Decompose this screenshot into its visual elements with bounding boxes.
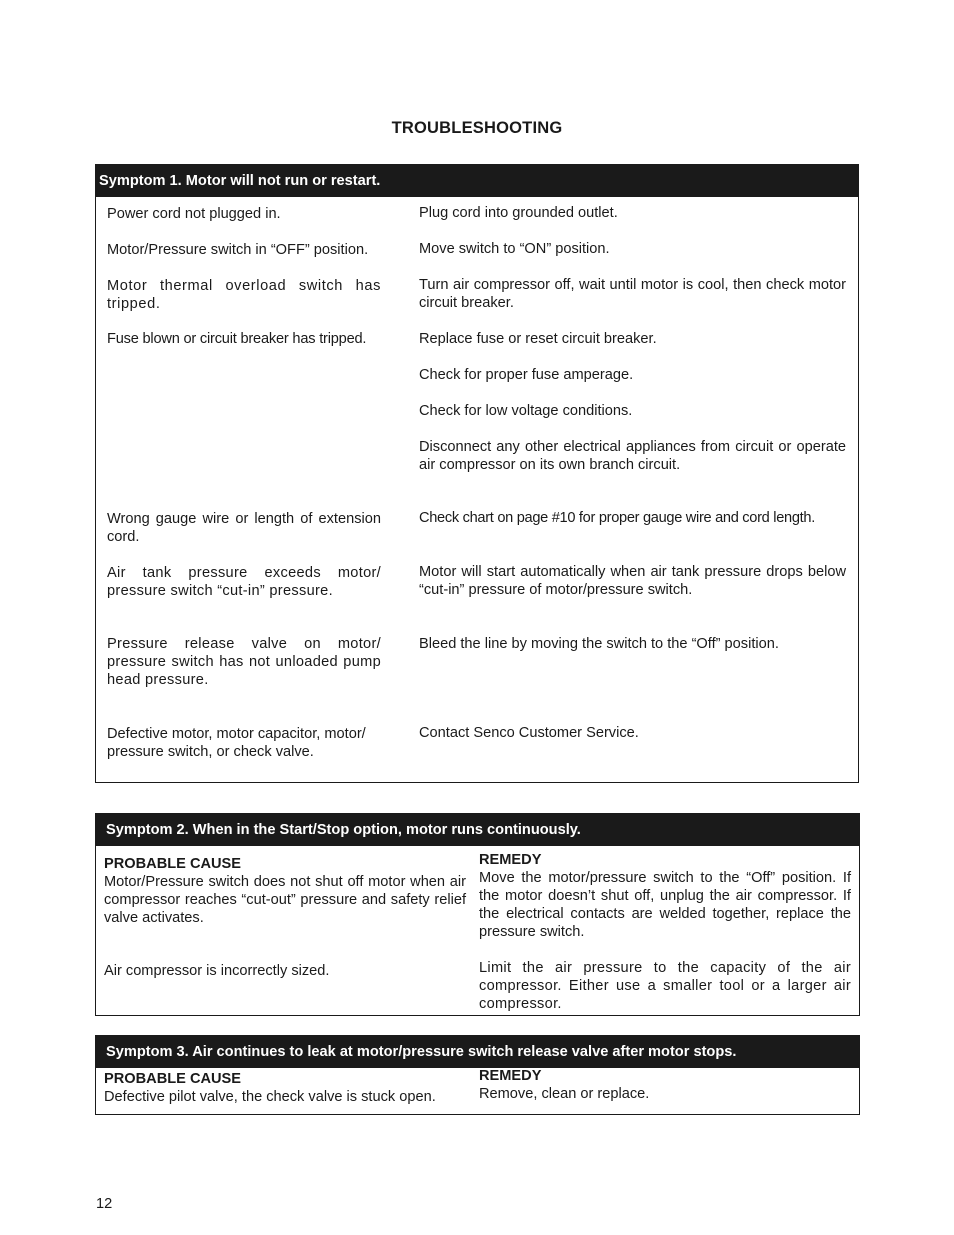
remedy-2: Limit the air pressure to the capacity of the air compressor. Either use a smaller tool or a larger air compressor.	[479, 960, 851, 1012]
probable-cause-label: PROBABLE CAUSE	[104, 856, 242, 872]
cause-7: Pressure release valve on motor/ pressure switch has not unloaded pump head pressure.	[107, 636, 381, 688]
remedy-1: Move the motor/pressure switch to the “Off” position. If the motor doesn’t shut off, unplug the air compressor. If the electrical contacts are welded together, replace the pressure switch.	[479, 870, 851, 940]
cause-4: Fuse blown or circuit breaker has tripped.	[107, 331, 367, 347]
remedy-label: REMEDY	[479, 852, 542, 868]
page-title: TROUBLESHOOTING	[391, 119, 563, 137]
symptom-3-table	[95, 1035, 860, 1115]
cause-3: Motor thermal overload switch has tripped.	[107, 278, 381, 312]
remedy-2: Move switch to “ON” position.	[419, 241, 610, 257]
remedy-3: Turn air compressor off, wait until motor is cool, then check motor circuit breaker.	[419, 277, 846, 311]
symptom-2-table	[95, 813, 860, 1016]
remedy-8: Check chart on page #10 for proper gauge wire and cord length.	[419, 510, 815, 526]
symptom-1-header: Symptom 1. Motor will not run or restart.	[96, 165, 858, 197]
remedy-1: Plug cord into grounded outlet.	[419, 205, 618, 221]
symptom-1-table	[95, 164, 859, 783]
remedy-9: Motor will start automatically when air tank pressure drops below “cut-in” pressure of motor/pressure switch.	[419, 564, 846, 598]
cause-2: Motor/Pressure switch in “OFF” position.	[107, 242, 369, 258]
remedy-1: Remove, clean or replace.	[479, 1086, 650, 1102]
cause-1: Defective pilot valve, the check valve is stuck open.	[104, 1089, 436, 1105]
remedy-7: Disconnect any other electrical appliances from circuit or operate air compressor on its own branch circuit.	[419, 439, 846, 473]
remedy-6: Check for low voltage conditions.	[419, 403, 633, 419]
symptom-2-header: Symptom 2. When in the Start/Stop option, motor runs continuously.	[96, 814, 859, 846]
remedy-label: REMEDY	[479, 1068, 542, 1084]
remedy-11: Contact Senco Customer Service.	[419, 725, 639, 741]
remedy-10: Bleed the line by moving the switch to the “Off” position.	[419, 636, 779, 652]
symptom-3-header: Symptom 3. Air continues to leak at motor/pressure switch release valve after motor stops.	[96, 1036, 859, 1068]
cause-1: Power cord not plugged in.	[107, 206, 281, 222]
cause-8: Defective motor, motor capacitor, motor/ pressure switch, or check valve.	[107, 726, 366, 760]
cause-6: Air tank pressure exceeds motor/ pressure switch “cut-in” pressure.	[107, 565, 381, 599]
probable-cause-label: PROBABLE CAUSE	[104, 1071, 242, 1087]
remedy-5: Check for proper fuse amperage.	[419, 367, 634, 383]
remedy-4: Replace fuse or reset circuit breaker.	[419, 331, 657, 347]
cause-1: Motor/Pressure switch does not shut off motor when air compressor reaches “cut-out” pressure and safety relief valve activates.	[104, 874, 466, 926]
cause-2: Air compressor is incorrectly sized.	[104, 963, 330, 979]
cause-5: Wrong gauge wire or length of extension cord.	[107, 511, 381, 545]
page-number: 12	[96, 1196, 113, 1212]
